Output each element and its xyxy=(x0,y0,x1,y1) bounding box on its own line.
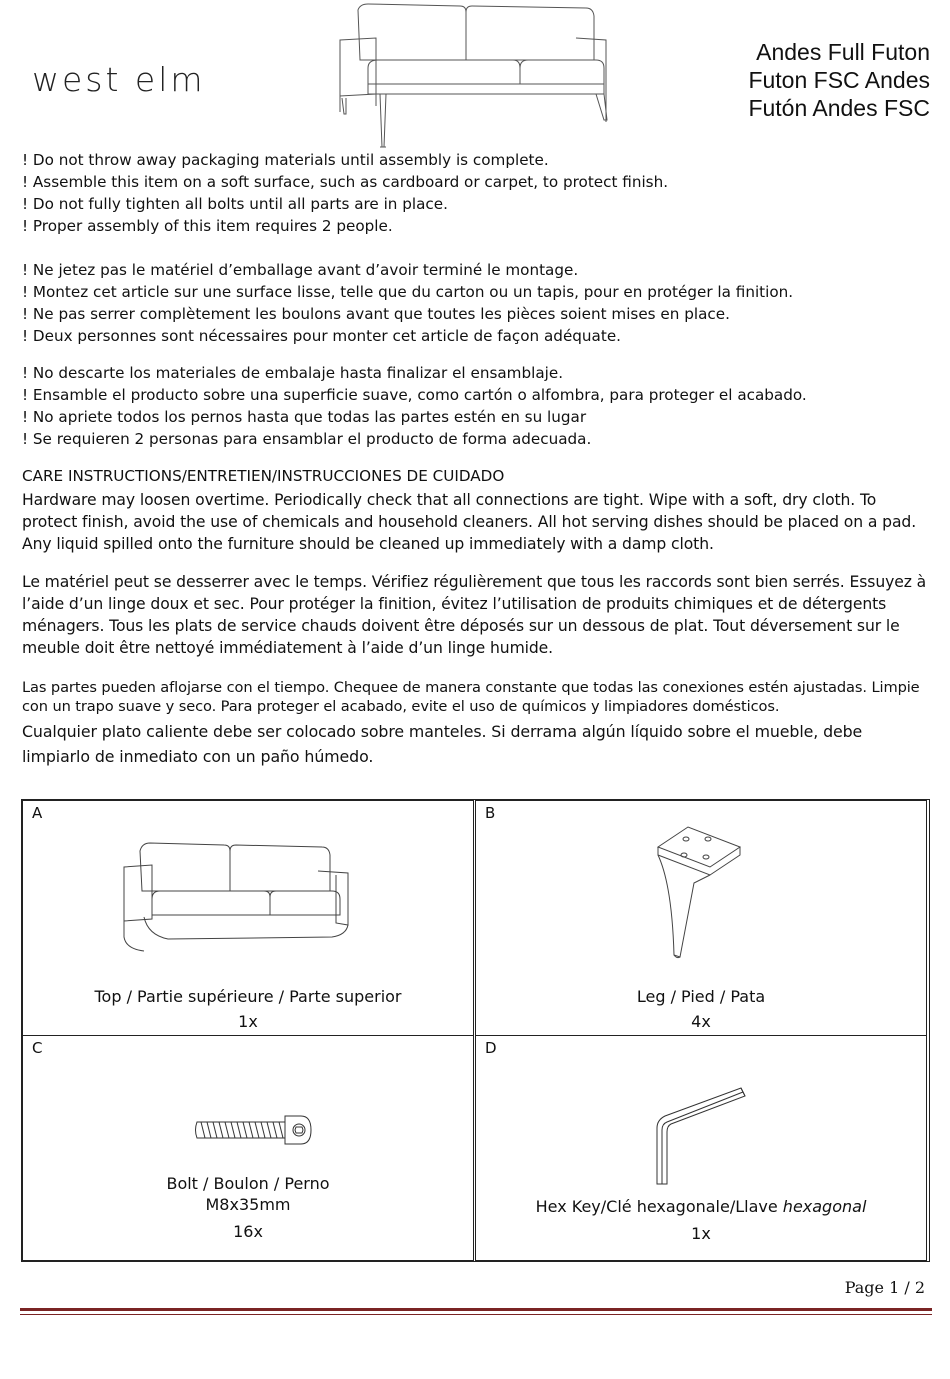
product-titles xyxy=(748,38,930,122)
part-qty: 1x xyxy=(238,1012,258,1031)
part-letter: C xyxy=(32,1039,43,1057)
warnings-english xyxy=(22,149,937,237)
hex-key-illustration xyxy=(651,1084,751,1194)
part-name: Hex Key/Clé hexagonale/Llave hexagonal xyxy=(535,1197,867,1216)
bolt-illustration xyxy=(193,1110,317,1150)
sofa-illustration xyxy=(328,2,618,152)
footer-rule-thin xyxy=(20,1314,932,1315)
footer-rule xyxy=(20,1308,932,1311)
parts-table xyxy=(21,799,930,1262)
warning-item: ! Ne jetez pas le matériel d’emballage avant d’avoir terminé le montage. xyxy=(22,261,579,279)
warning-item: ! No descarte los materiales de embalaje hasta finalizar el ensamblaje. xyxy=(22,364,564,382)
part-letter: D xyxy=(485,1039,497,1057)
warning-item: ! Ne pas serrer complètement les boulons avant que toutes les pièces soient mises en place. xyxy=(22,305,730,323)
warning-item: ! No apriete todos los pernos hasta que todas las partes estén en su lugar xyxy=(22,408,587,426)
care-text-spanish: Las partes pueden aflojarse con el tiempo. Chequee de manera constante que todas las conexiones estén ajustadas. Limpie con un trapo suave y seco. Para proteger el acabado, evite el uso de químicos y limpiadores domésticos. xyxy=(22,679,920,715)
warning-item: ! Deux personnes sont nécessaires pour monter cet article de façon adéquate. xyxy=(22,327,621,345)
part-qty: 16x xyxy=(233,1222,263,1241)
part-letter: B xyxy=(485,804,496,822)
part-cell-b xyxy=(475,800,927,1036)
part-size: M8x35mm xyxy=(205,1195,291,1214)
brand-logo: west elm xyxy=(32,60,206,99)
warnings-spanish xyxy=(22,362,937,450)
product-title-es: Futón Andes FSC xyxy=(748,95,930,121)
part-cell-a xyxy=(22,800,474,1036)
care-text-french: Le matériel peut se desserrer avec le temps. Vérifiez régulièrement que tous les raccords sont bien serrés. Essuyez à l’aide d’un linge doux et sec. Pour protéger la finition, évitez l’utilisation de produits chimiques et de détergents ménagers. Tous les plats de service chauds doivent être déposés sur un dessous de plat. Tout déversement sur le meuble doit être nettoyé immédiatement à l’aide d’un linge humide. xyxy=(22,573,927,657)
warning-item: ! Se requieren 2 personas para ensamblar el producto de forma adecuada. xyxy=(22,430,592,448)
part-qty: 4x xyxy=(691,1012,711,1031)
warning-item: ! Ensamble el producto sobre una superficie suave, como cartón o alfombra, para proteger el acabado. xyxy=(22,386,807,404)
part-name: Bolt / Boulon / Perno xyxy=(166,1174,330,1193)
page-number: Page 1 / 2 xyxy=(844,1278,925,1297)
part-cell-c xyxy=(22,1035,474,1261)
product-title-fr: Futon FSC Andes xyxy=(748,67,930,93)
warning-item: ! Proper assembly of this item requires 2 people. xyxy=(22,217,393,235)
product-title-en: Andes Full Futon xyxy=(756,39,930,65)
sofa-top-illustration xyxy=(118,839,358,954)
part-name: Leg / Pied / Pata xyxy=(636,987,766,1006)
warnings-french xyxy=(22,259,937,347)
warning-item: ! Do not throw away packaging materials until assembly is complete. xyxy=(22,151,549,169)
part-qty: 1x xyxy=(691,1224,711,1243)
care-text-spanish-continued: Cualquier plato caliente debe ser colocado sobre manteles. Si derrama algún líquido sobre el mueble, debe limpiarlo de inmediato con un paño húmedo. xyxy=(22,722,863,766)
warning-item: ! Montez cet article sur une surface lisse, telle que du carton ou un tapis, pour en protéger la finition. xyxy=(22,283,794,301)
care-text-english: Hardware may loosen overtime. Periodically check that all connections are tight. Wipe with a soft, dry cloth. To protect finish, avoid the use of chemicals and household cleaners. All hot serving dishes should be placed on a pad. Any liquid spilled onto the furniture should be cleaned up immediately with a damp cloth. xyxy=(22,491,917,553)
care-heading: CARE INSTRUCTIONS/ENTRETIEN/INSTRUCCIONES DE CUIDADO xyxy=(22,467,505,485)
leg-illustration xyxy=(648,825,748,965)
part-name: Top / Partie supérieure / Parte superior xyxy=(94,987,402,1006)
warning-item: ! Assemble this item on a soft surface, such as cardboard or carpet, to protect finish. xyxy=(22,173,669,191)
part-letter: A xyxy=(32,804,43,822)
warning-item: ! Do not fully tighten all bolts until all parts are in place. xyxy=(22,195,448,213)
part-cell-d xyxy=(475,1035,927,1261)
